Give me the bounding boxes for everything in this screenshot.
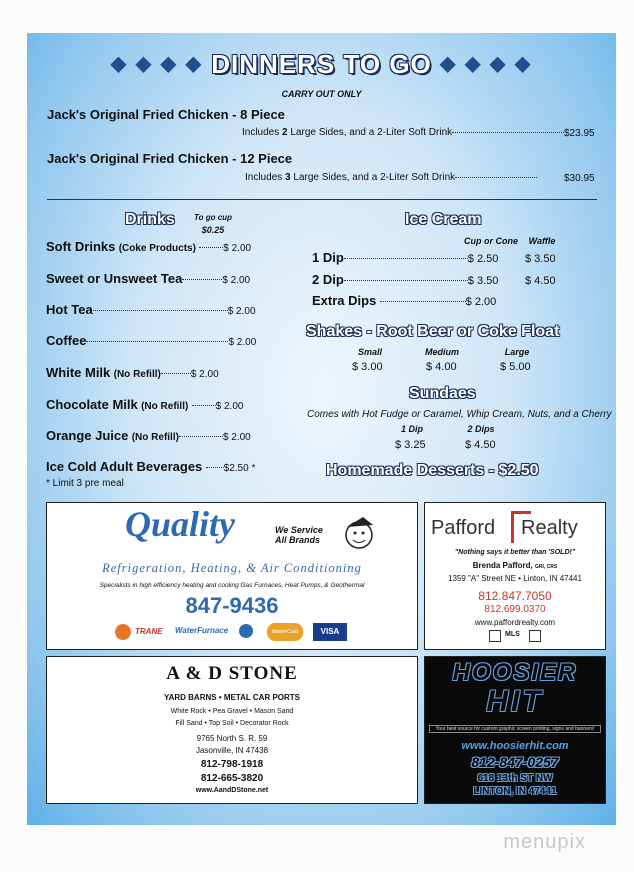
equal-housing-icon [529, 630, 541, 642]
desc-num: 3 [285, 172, 291, 183]
price-waffle: $ 4.50 [525, 275, 556, 287]
dinner-12-desc [245, 172, 537, 183]
drink-name: Hot Tea [46, 302, 93, 317]
quality-phone: 847-9436 [185, 593, 279, 618]
pafford-phone2: 812.699.0370 [484, 604, 546, 615]
drink-name: Ice Cold Adult Beverages [46, 459, 203, 474]
dot-leader [344, 258, 468, 259]
ad-ad-stone [46, 656, 418, 804]
mls-label: MLS [505, 631, 520, 638]
trane-logo-icon [115, 624, 131, 640]
dinner-12-price: $30.95 [564, 173, 595, 184]
ice-cream-name: 1 Dip [312, 250, 344, 265]
visa-logo: VISA [313, 623, 347, 641]
desserts-heading: Homemade Desserts - $2.50 [326, 462, 539, 479]
drink-price: $ 2.00 [228, 337, 257, 348]
dot-leader [182, 279, 222, 280]
price-cup: $ 2.50 [467, 253, 499, 265]
drink-price: $ 2.00 [190, 369, 219, 380]
pafford-quote: "Nothing says it better than 'SOLD!" [454, 549, 576, 556]
desc-text: Large Sides, and a 2-Liter Soft Drink [287, 127, 453, 138]
stone-line1: YARD BARNS • METAL CAR PORTS [164, 693, 300, 702]
stone-addr2: Jasonville, IN 47438 [195, 746, 269, 755]
dot-leader [455, 177, 537, 178]
mastercard-logo: MasterCard [267, 623, 303, 641]
dinner-8-title: Jack's Original Fried Chicken - 8 Piece [47, 107, 285, 122]
stone-phone2: 812-665-3820 [200, 773, 264, 784]
drink-row [46, 302, 256, 317]
drink-name: Chocolate Milk [46, 397, 138, 412]
col-cup-or-cone: Cup or Cone [464, 236, 518, 246]
togo-cup-label: To go cup [194, 213, 232, 222]
shakes-heading: Shakes - Root Beer or Coke Float [306, 323, 560, 340]
hoosier-tag: Your best source for custom graphic screen printing, signs and banners! [429, 725, 601, 733]
hit-logo: HIT [486, 685, 544, 718]
dot-leader [192, 405, 216, 406]
globe-icon [239, 624, 253, 638]
we-service-brands: We Service All Brands [275, 525, 323, 545]
pafford-divider [511, 511, 514, 543]
stone-website[interactable]: www.AandDStone.net [195, 787, 269, 794]
ice-cream-row [312, 250, 498, 265]
shake-price: $ 4.00 [426, 361, 457, 373]
agent-name: Brenda Pafford, [472, 561, 533, 570]
watermark: menupix [503, 831, 586, 853]
drink-name: Soft Drinks [46, 239, 116, 254]
sundae-label: 2 Dips [467, 424, 495, 434]
stone-phone1: 812-798-1918 [200, 759, 264, 770]
stone-name: A & D STONE [166, 663, 298, 684]
mascot-icon [337, 513, 385, 553]
pafford-phone1: 812.847.7050 [478, 589, 552, 603]
dot-leader [93, 310, 228, 311]
dinner-12-title: Jack's Original Fried Chicken - 12 Piece [47, 151, 293, 166]
dot-leader [199, 247, 223, 248]
stone-line3: Fill Sand • Top Soil • Decorator Rock [175, 720, 289, 727]
sundaes-desc: Comes with Hot Fudge or Caramel, Whip Cream, Nuts, and a Cherry [307, 409, 612, 420]
pafford-address: 1359 "A" Street NE • Linton, IN 47441 [448, 574, 582, 583]
waterfurnace-brand: WaterFurnace [175, 626, 229, 635]
sundae-price: $ 4.50 [465, 439, 496, 451]
drink-row [46, 239, 251, 254]
dinner-8-price: $23.95 [564, 128, 595, 139]
ad-hoosier-hit [424, 656, 606, 804]
shake-price: $ 3.00 [352, 361, 383, 373]
shake-price: $ 5.00 [500, 361, 531, 373]
hoosier-phone: 812-847-0257 [471, 754, 559, 770]
shake-size-label: Medium [424, 347, 459, 357]
hoosier-website[interactable]: www.hoosierhit.com [461, 740, 569, 752]
dot-leader [380, 301, 466, 302]
drink-note: (No Refill) [141, 401, 189, 412]
drink-row [46, 271, 250, 286]
carry-out-note: CARRY OUT ONLY [281, 89, 362, 99]
drink-name: Sweet or Unsweet Tea [46, 271, 183, 286]
drink-note: (No Refill) [131, 432, 179, 443]
pafford-name: Pafford [431, 517, 496, 539]
drink-name: Coffee [46, 333, 87, 348]
sundaes-heading: Sundaes [409, 385, 476, 402]
shake-size-label: Large [504, 347, 530, 357]
ice-cream-name: Extra Dips [312, 293, 377, 308]
drink-note: (Coke Products) [118, 243, 196, 254]
price-cup: $ 3.50 [467, 275, 499, 287]
ice-cream-row [312, 293, 496, 308]
price-cup: $ 2.00 [465, 296, 497, 308]
pafford-agent [425, 561, 605, 570]
limit-note: * Limit 3 pre meal [46, 478, 124, 489]
desc-text: Large Sides, and a 2-Liter Soft Drink [290, 172, 456, 183]
agent-creds: GRI, CRS [535, 564, 558, 570]
sundae-price: $ 3.25 [395, 439, 426, 451]
drink-row [46, 365, 219, 380]
stone-line2: White Rock • Pea Gravel • Mason Sand [170, 708, 294, 715]
realtor-icon [489, 630, 501, 642]
price-waffle: $ 3.50 [525, 253, 556, 265]
desc-text: Includes [242, 127, 283, 138]
drink-row [46, 397, 243, 412]
drinks-heading: Drinks [125, 211, 175, 228]
drink-name: White Milk [46, 365, 111, 380]
dot-leader [206, 467, 224, 468]
dot-leader [344, 280, 468, 281]
quality-logo: Quality [125, 504, 236, 544]
menu-panel [27, 33, 616, 825]
dot-leader [452, 132, 564, 133]
quality-tagline: Refrigeration, Heating, & Air Conditioning [102, 561, 362, 575]
drink-row [46, 428, 251, 443]
drink-row [46, 459, 255, 474]
dot-leader [179, 436, 223, 437]
drink-name: Orange Juice [46, 428, 129, 443]
dot-leader [86, 341, 228, 342]
togo-cup-price: $0.25 [201, 225, 225, 235]
ad-pafford [424, 502, 606, 650]
hoosier-addr2: LINTON, IN 47441 [473, 786, 557, 797]
drink-price: $ 2.00 [222, 275, 251, 286]
diamond-left-icon: ◆ ◆ ◆ ◆ [110, 53, 203, 75]
desc-text: Includes [245, 172, 286, 183]
pafford-divider-top [511, 511, 531, 514]
ice-cream-heading: Ice Cream [405, 211, 482, 228]
sundae-label: 1 Dip [400, 424, 423, 434]
hoosier-addr1: 618 13th ST NW [477, 773, 553, 784]
dot-leader [161, 373, 191, 374]
realty-name: Realty [521, 517, 578, 539]
section-divider [47, 199, 597, 200]
drink-row [46, 333, 256, 348]
title-text: DINNERS TO GO [211, 49, 432, 79]
drink-price: $ 2.00 [227, 306, 256, 317]
drink-price: $ 2.00 [223, 243, 252, 254]
col-waffle: Waffle [528, 236, 556, 246]
quality-specialists: Specialists in high efficiency heating and cooling Gas Furnaces, Heat Pumps, & Geothermal [99, 582, 365, 589]
hoosier-logo: HOOSIER [452, 659, 578, 686]
drink-note: (No Refill) [113, 369, 161, 380]
ice-cream-name: 2 Dip [312, 272, 344, 287]
desc-num: 2 [282, 127, 288, 138]
ad-quality [46, 502, 418, 650]
diamond-right-icon: ◆ ◆ ◆ ◆ [440, 53, 533, 75]
trane-brand: TRANE [135, 627, 163, 636]
page-title [27, 49, 616, 80]
pafford-website[interactable]: www.paffordrealty.com [474, 618, 556, 627]
drink-price: $2.50 * [223, 463, 256, 474]
stone-addr1: 9765 North S. R. 59 [196, 734, 268, 743]
ice-cream-row [312, 272, 498, 287]
drink-price: $ 2.00 [215, 401, 244, 412]
shake-size-label: Small [357, 347, 382, 357]
drink-price: $ 2.00 [222, 432, 251, 443]
dinner-8-desc [242, 127, 564, 138]
